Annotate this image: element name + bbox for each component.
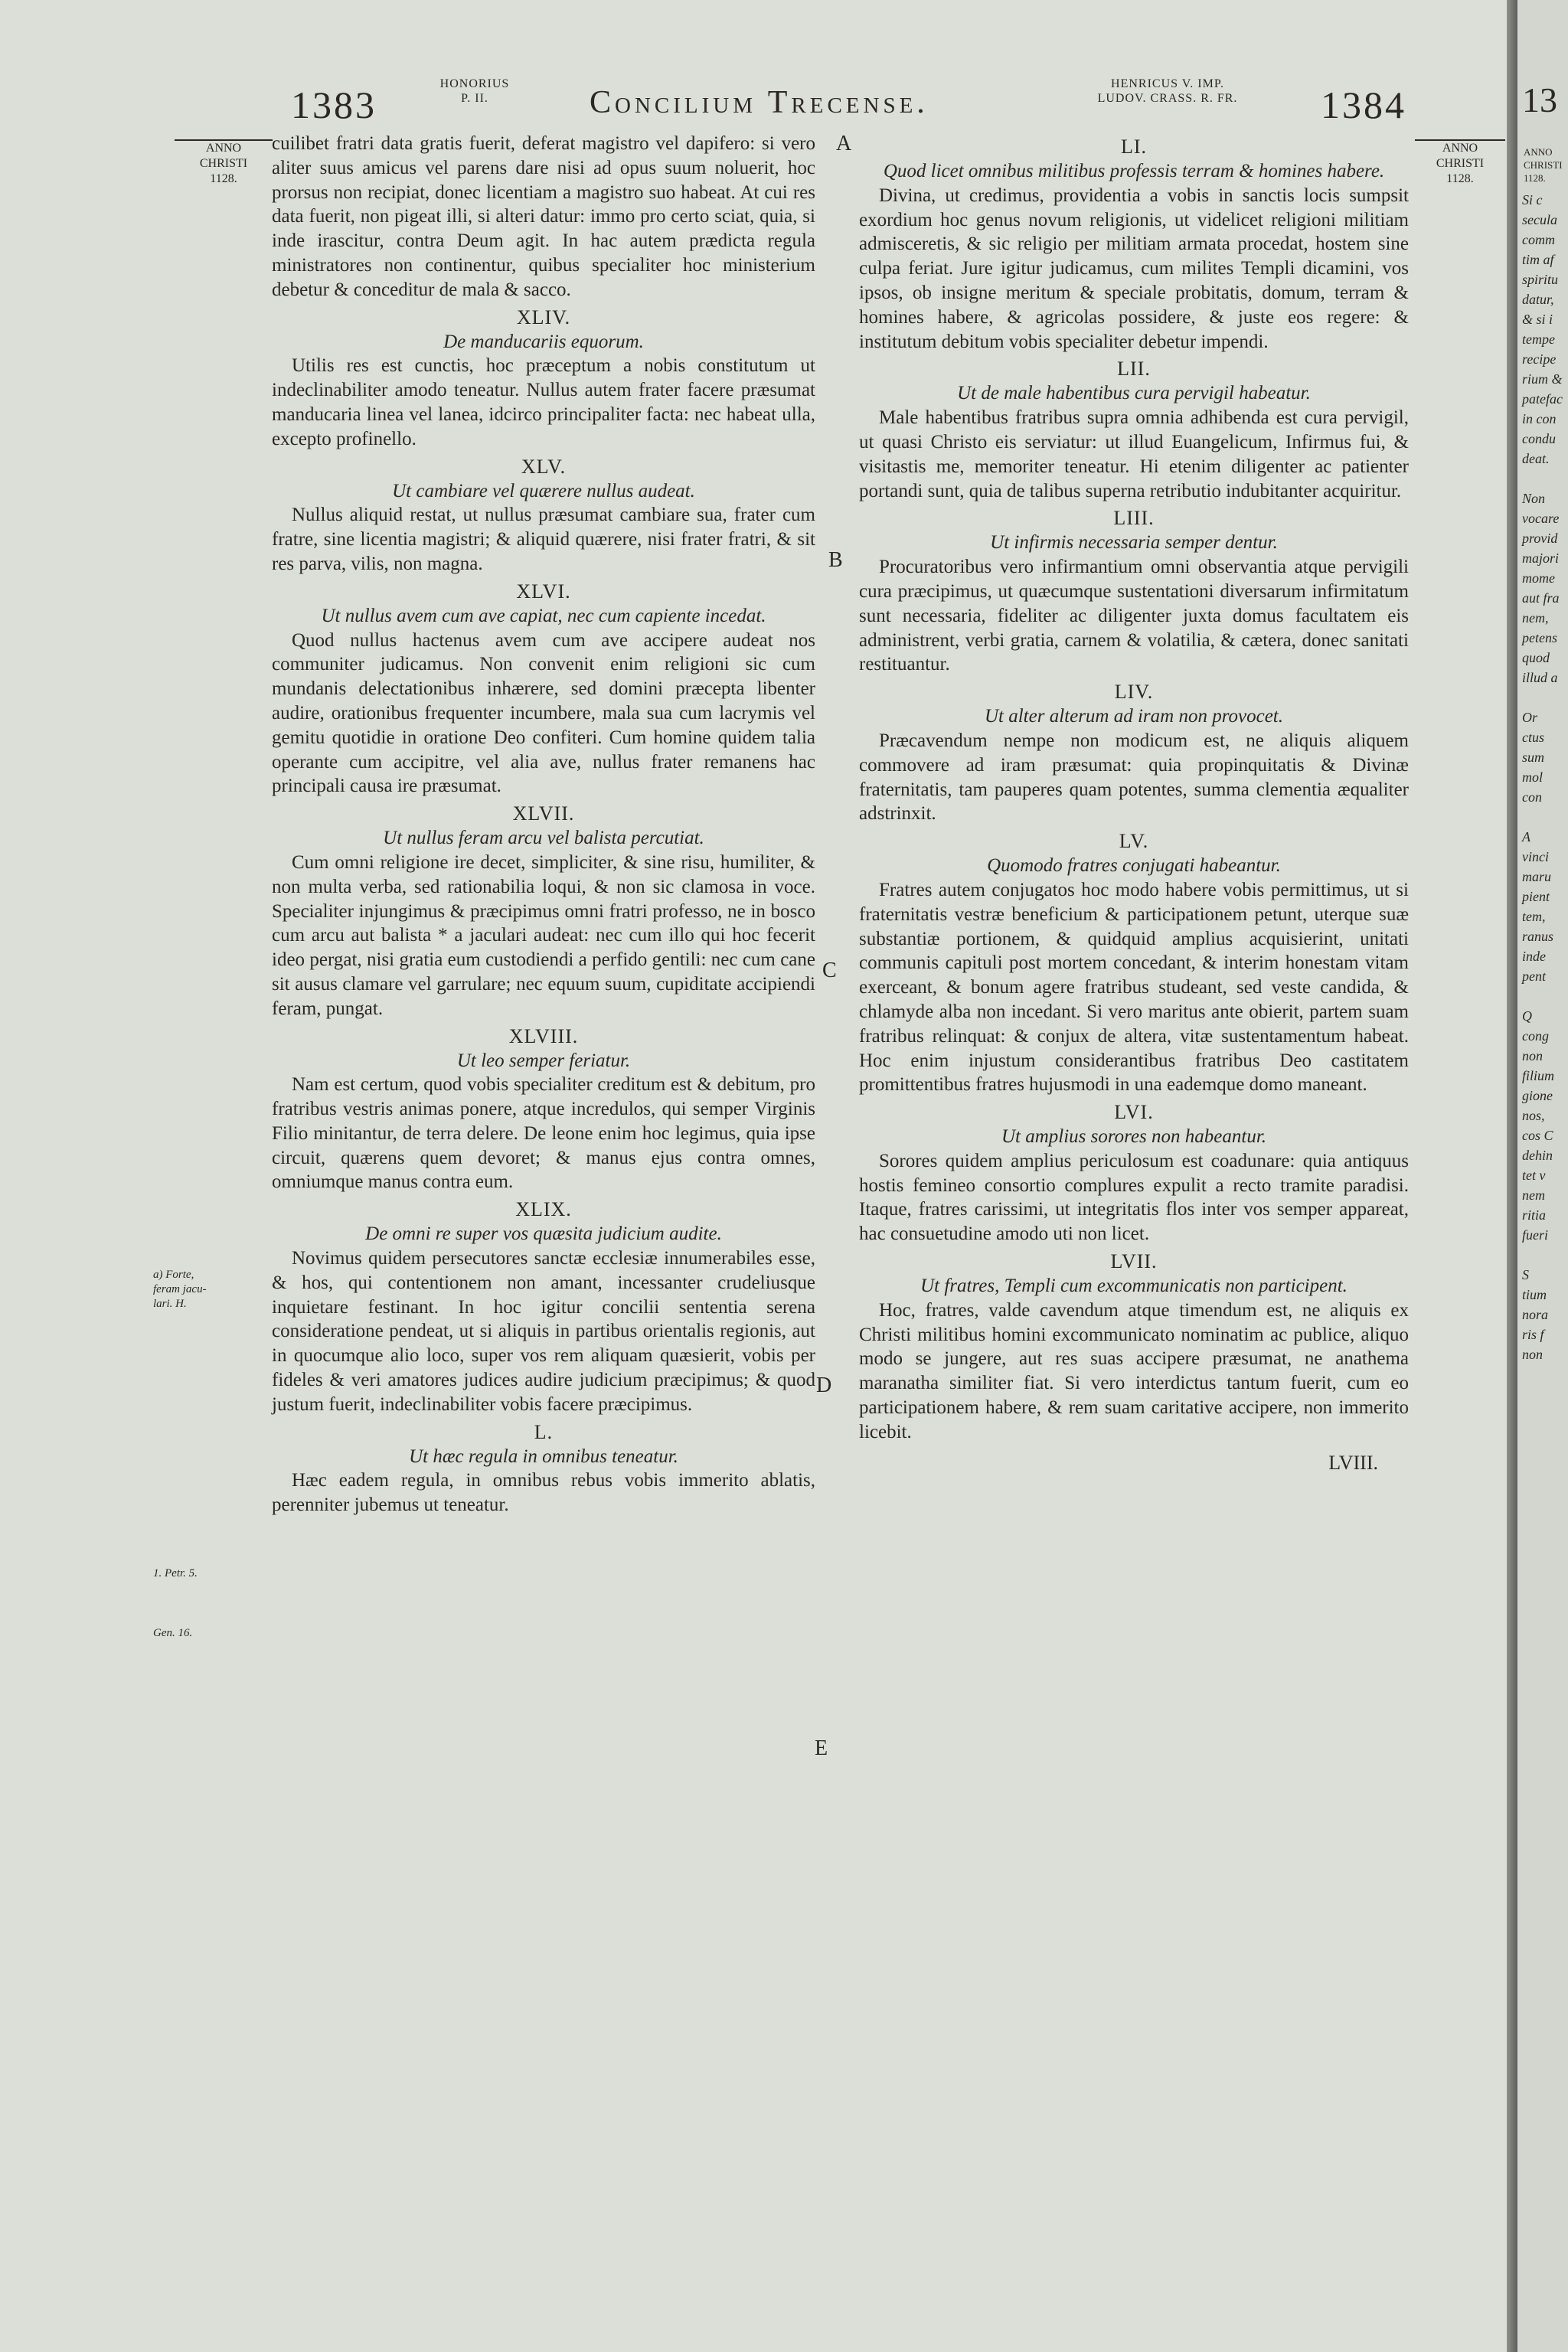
canon-paragraph: Novimus quidem persecutores sanctæ ecclesiæ innumerabiles esse, & hos, qui contentionem non amant, incessanter crudeliusque inquietare festinant. In hoc igitur concilii sententia serena consideratione pendeat, ut si aliquis in partibus orientalis regionis, aut in quocumque alio loco, super vos rem aliquam quæsierit, vobis per fideles & veri amatores judices audire judicium præcipimus; & quod justum fuerit, indeclinabiliter vobis facere præcipimus. — [272, 1248, 815, 1415]
right-text-column — [859, 132, 1409, 1475]
margin-note-petr: 1. Petr. 5. — [153, 1567, 198, 1579]
facing-line-fragment — [1522, 688, 1563, 707]
column-letter-a: A — [836, 132, 852, 155]
facing-line-fragment: comm — [1522, 232, 1555, 247]
canon-paragraph: Sorores quidem amplius periculosum est coadunare: quia antiquus hostis femineo consortio complures expulit a recto tramite paradisi. Itaque, fratres carissimi, ut integritatis flos inter vos semper appareat, hac consuetudine amodo uti non licet. — [859, 1150, 1409, 1245]
facing-line-fragment: Si c — [1522, 192, 1543, 207]
facing-line-fragment: quod — [1522, 650, 1550, 665]
canon-number: LIII. — [1113, 507, 1155, 530]
facing-line-fragment — [1522, 469, 1563, 488]
facing-line-fragment: in con — [1522, 411, 1557, 426]
canon-number: LII. — [1117, 358, 1151, 381]
canon-rubric: Ut de male habentibus cura pervigil habeatur. — [957, 383, 1311, 404]
facing-line-fragment: gione — [1522, 1088, 1553, 1103]
facing-line-fragment: vocare — [1522, 511, 1560, 526]
facing-line-fragment — [1522, 807, 1563, 827]
facing-line-fragment: ris f — [1522, 1327, 1544, 1342]
canon-paragraph: Quod nullus hactenus avem cum ave accipere audeat nos communiter judicamus. Non convenit enim religioni sic cum mundanis delectationibus inhærere, sed domini præcepta libenter audire, orationibus frequenter incumbere, mala sua cum lacrymis vel gemitu quotidie in oratione Deo confiteri. Cum homine quidem talia operante cum accipitre, vel alia ave, nullus frater remanens hac principali causa ire præsumat. — [272, 629, 815, 797]
facing-line-fragment: secula — [1522, 212, 1557, 227]
column-letter-e: E — [815, 1736, 828, 1760]
facing-line-fragment: tempe — [1522, 332, 1555, 347]
facing-line-fragment: pient — [1522, 889, 1550, 904]
canon-number: LI. — [1120, 136, 1148, 158]
canon-paragraph: Nullus aliquid restat, ut nullus præsumat cambiare sua, frater cum fratre, sine licentia magistri; & aliquid quærere, nisi frater fratri, & sit res parva, vilis, non magna. — [272, 505, 815, 574]
facing-line-fragment: rium & — [1522, 371, 1563, 387]
page-title: Concilium Trecense. — [590, 85, 929, 120]
facing-line-fragment: Non — [1522, 491, 1546, 506]
canon-number: XLVIII. — [508, 1024, 579, 1047]
canon-number: LIV. — [1114, 681, 1154, 704]
facing-line-fragment: recipe — [1522, 351, 1557, 367]
canon-number: L. — [534, 1420, 554, 1443]
canon-rubric: Ut infirmis necessaria semper dentur. — [990, 532, 1278, 554]
facing-page-edge — [1517, 0, 1568, 2352]
facing-page-number: 13 — [1522, 80, 1557, 119]
facing-line-fragment: maru — [1522, 869, 1552, 884]
facing-page-text-fragments — [1522, 190, 1563, 1364]
facing-line-fragment: inde — [1522, 949, 1546, 964]
column-letter-b: B — [828, 548, 843, 572]
facing-anno-christi: ANNO CHRISTI 1128. — [1524, 146, 1563, 184]
facing-line-fragment: ranus — [1522, 929, 1554, 944]
facing-line-fragment: A — [1522, 829, 1530, 844]
column-letter-c: C — [822, 959, 837, 982]
canon-rubric: Quomodo fratres conjugati habeantur. — [987, 855, 1281, 877]
canon-rubric: Quod licet omnibus militibus professis terram & homines habere. — [883, 161, 1385, 181]
facing-line-fragment: non — [1522, 1048, 1543, 1063]
facing-line-fragment: nos, — [1522, 1108, 1545, 1123]
right-column-number: 1384 — [1321, 83, 1406, 126]
facing-line-fragment: spiritu — [1522, 272, 1559, 287]
canon-number: XLV. — [521, 455, 567, 478]
facing-line-fragment: non — [1522, 1347, 1543, 1362]
facing-line-fragment: majori — [1522, 550, 1560, 566]
canon-paragraph: Fratres autem conjugatos hoc modo habere vobis permittimus, ut si fraternitatis vestræ beneficium & participationem petunt, uterque suæ substantiæ portionem, & quidquid amplius acquisierint, unitati communis capituli post mortem concedant, & interim honestam vitam exerceant, & bonum agere fratribus studeant, sed veste candida, & chlamyde alba non incedant. Si vero maritus ante obierit, partem suam fratribus relinquat: & conjux de altera, vitæ sustentamentum habeat. Hoc enim injustum considerantibus fratribus Deo castitatem promittentibus fratres hujusmodi in una eademque domo maneant. — [859, 879, 1409, 1096]
facing-line-fragment: illud a — [1522, 670, 1558, 685]
facing-line-fragment: mome — [1522, 570, 1555, 586]
canon-paragraph: Procuratoribus vero infirmantium omni observantia atque pervigili cura præcipimus, ut quæcumque sustentationi diversarum infirmitatum sunt necessaria, fideliter ac diligenter juxta domus facultatem eis administrent, verbi gratia, carnem & volatilia, & cætera, donec sanitati restituantur. — [859, 557, 1409, 675]
canon-paragraph: Male habentibus fratribus supra omnia adhibenda est cura pervigil, ut quasi Christo eis serviatur: ut illud Euangelicum, Infirmus fui, & visitastis me, memoriter teneatur. Hi etenim diligenter ac patienter portandi sunt, quia de talibus superna retributio indubitanter acquiritur. — [859, 407, 1409, 501]
facing-line-fragment: cos C — [1522, 1128, 1553, 1143]
facing-line-fragment: tim af — [1522, 252, 1554, 267]
facing-line-fragment: mol — [1522, 769, 1543, 785]
facing-line-fragment: aut fra — [1522, 590, 1560, 606]
facing-line-fragment: tem, — [1522, 909, 1546, 924]
facing-line-fragment: nem, — [1522, 610, 1549, 626]
facing-line-fragment: ctus — [1522, 730, 1544, 745]
canon-paragraph: Utilis res est cunctis, hoc præceptum a nobis constitutum ut indeclinabiliter amodo teneatur. Nullus autem frater facere præsumat manducaria linea vel lanea, idcirco principaliter facta: nec habeat ulla, excepto profinello. — [272, 355, 815, 449]
canon-number: LVII. — [1110, 1250, 1158, 1273]
canon-number: LV. — [1119, 830, 1149, 853]
canon-number: XLVII. — [512, 802, 575, 825]
facing-line-fragment: S — [1522, 1267, 1529, 1282]
facing-line-fragment: condu — [1522, 431, 1556, 446]
facing-line-fragment: cong — [1522, 1028, 1549, 1044]
facing-line-fragment: datur, — [1522, 292, 1554, 307]
canon-number: XLIX. — [515, 1198, 572, 1221]
facing-line-fragment: ritia — [1522, 1207, 1547, 1223]
canon-number: XLVI. — [516, 580, 571, 603]
canon-number-catchword: LVIII. — [1328, 1451, 1378, 1474]
facing-line-fragment: provid — [1522, 531, 1558, 546]
canon-paragraph: Præcavendum nempe non modicum est, ne aliquis aliquem commovere ad iram præsumat: quia propinquitatis & Divinæ fraternitatis, tam pauperes quam potentes, summa clementia æqualiter adstrinxit. — [859, 730, 1409, 825]
margin-note-gen: Gen. 16. — [153, 1627, 193, 1639]
facing-line-fragment: Or — [1522, 710, 1538, 725]
facing-line-fragment: dehin — [1522, 1148, 1553, 1163]
canon-rubric: Ut alter alterum ad iram non provocet. — [984, 706, 1283, 727]
facing-line-fragment: petens — [1522, 630, 1557, 645]
emperors-label: HENRICUS V. IMP. LUDOV. CRASS. R. FR. — [1097, 77, 1238, 105]
running-header — [291, 77, 1424, 130]
canon-rubric: Ut leo semper feriatur. — [456, 1050, 631, 1071]
book-gutter — [1507, 0, 1517, 2352]
facing-line-fragment: Q — [1522, 1008, 1532, 1024]
facing-line-fragment: filium — [1522, 1068, 1555, 1083]
facing-line-fragment: fueri — [1522, 1227, 1548, 1243]
canon-paragraph: Cum omni religione ire decet, simpliciter, & sine risu, humiliter, & non multa verba, sed rationabilia loqui, & non sic clamosa in voce. Specialiter injungimus & præcipimus omni fratri professo, ne in bosco cum arcu aut balista * a jaculari audeat: nec cum illo qui hoc fecerit ideo pergat, nisi gratia eum custodiendi a perfido gentili: nec cum cane sit ausus clamare vel garrulare; nec equum suum, cupiditate accipiendi feram, pungat. — [272, 851, 815, 1019]
left-column-number: 1383 — [291, 83, 377, 126]
canon-rubric: De manducariis equorum. — [443, 331, 644, 352]
canon-paragraph: Divina, ut credimus, providentia a vobis in sanctis locis sumpsit exordium hoc genus novum religionis, ut videlicet religioni militiam admisceretis, & sic religio per militiam armata procedat, hostem sine culpa feriat. Jure igitur judicamus, cum milites Templi dicamini, vos ipsos, ob insigne meritum & speciale probitatis, domum, terram & homines habere, & agricolas possidere, & juste eos regere: & institutum debitum vobis specialiter debetur impendi. — [859, 185, 1409, 352]
left-text-column — [272, 132, 815, 1517]
pope-label: HONORIUS P. II. — [439, 77, 510, 105]
canon-paragraph: Hoc, fratres, valde cavendum atque timendum est, ne aliquis ex Christi militibus homini excommunicato nominatim ac publice, aliquo modo se jungere, aut res suas accipere præsumat, ne anathema maranatha similiter fiat. Si vero interdictus tantum fuerit, cum eo participationem habere, & rem suam caritative accipere, non immerito licebit. — [859, 1299, 1409, 1442]
anno-christi-right: ANNO CHRISTI 1128. — [1415, 139, 1505, 187]
facing-line-fragment: nem — [1522, 1187, 1545, 1203]
facing-line-fragment: vinci — [1522, 849, 1549, 864]
facing-line-fragment: nora — [1522, 1307, 1549, 1322]
facing-line-fragment: sum — [1522, 750, 1545, 765]
facing-line-fragment: tet v — [1522, 1168, 1546, 1183]
facing-line-fragment: & si i — [1522, 312, 1553, 327]
facing-line-fragment: pent — [1522, 969, 1546, 984]
canon-rubric: Ut fratres, Templi cum excommunicatis non participent. — [920, 1276, 1348, 1297]
canon-rubric: Ut cambiare vel quærere nullus audeat. — [392, 480, 695, 501]
facing-line-fragment — [1522, 1245, 1563, 1265]
canon-rubric: Ut amplius sorores non habeantur. — [1001, 1126, 1267, 1148]
facing-line-fragment: deat. — [1522, 451, 1550, 466]
canon-rubric: Ut hæc regula in omnibus teneatur. — [409, 1446, 678, 1467]
column-letter-d: D — [816, 1374, 832, 1397]
facing-line-fragment: tium — [1522, 1287, 1547, 1302]
canon-number: LVI. — [1114, 1101, 1154, 1124]
facing-line-fragment — [1522, 986, 1563, 1006]
anno-christi-left: ANNO CHRISTI 1128. — [175, 139, 273, 187]
canon-paragraph: cuilibet fratri data gratis fuerit, deferat magistro vel dapifero: si vero aliter suus amicus vel parens dare nisi ad opus suum noluerit, hoc prorsus non recipiat, donec licentiam a magistro suo habeat. At cui res data fuerit, non pigeat illi, si alteri datur: immo pro certo sciat, quia, si inde irascitur, contra Deum agit. In hac autem prædicta regula ministratores non continentur, quibus specialiter hoc ministerium debetur & conceditur de mala & sacco. — [272, 133, 815, 300]
canon-number: XLIV. — [516, 305, 571, 328]
margin-note-forte: a) Forte, feram jacu- lari. H. — [153, 1269, 207, 1310]
canon-rubric: Ut nullus feram arcu vel balista percutiat. — [383, 828, 704, 849]
canon-paragraph: Nam est certum, quod vobis specialiter creditum est & debitum, pro fratribus vestris animas ponere, atque incredulos, qui semper Virginis Filio minitantur, de terra delere. De leone enim hoc legimus, quia ipse circuit, quærens quem devoret; & manus ejus contra omnes, omniumque manus contra eum. — [272, 1074, 815, 1193]
facing-line-fragment: patefac — [1522, 391, 1563, 407]
canon-rubric: Ut nullus avem cum ave capiat, nec cum capiente incedat. — [321, 605, 766, 626]
canon-paragraph: Hæc eadem regula, in omnibus rebus vobis immerito ablatis, perenniter jubemus ut teneatur. — [272, 1470, 815, 1516]
canon-rubric: De omni re super vos quæsita judicium audite. — [365, 1223, 722, 1245]
facing-line-fragment: con — [1522, 789, 1542, 805]
